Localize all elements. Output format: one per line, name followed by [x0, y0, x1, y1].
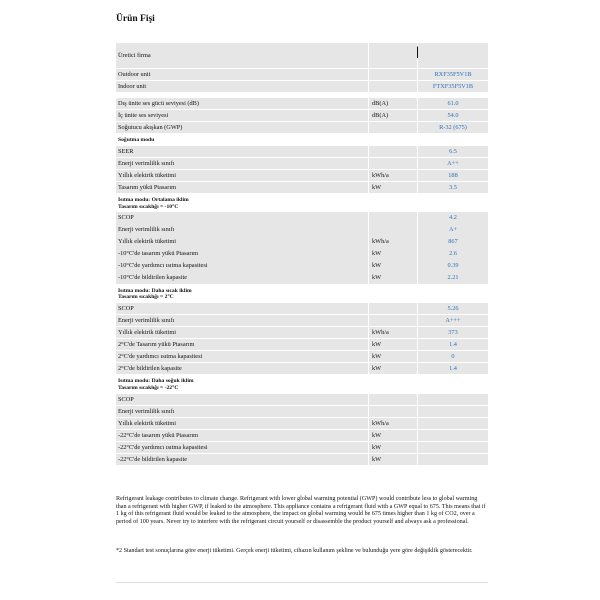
row-value: 2.21: [418, 272, 488, 284]
data-row: [116, 363, 488, 375]
data-row: [116, 224, 488, 236]
section-heading: [118, 288, 488, 301]
data-row: [116, 146, 488, 158]
data-row: [116, 327, 488, 339]
row-label: Soğutucu akışkan (GWP): [116, 122, 368, 134]
row-label: -22°C'de bildirilen kapasite: [116, 454, 368, 466]
row-unit: [369, 69, 417, 81]
row-unit: [369, 406, 417, 418]
row-label: Yıllık elektrik tüketimi: [116, 236, 368, 248]
row-value: 0.39: [418, 260, 488, 272]
data-row: [116, 248, 488, 260]
header-row: [116, 43, 488, 68]
section-title: Isıtma modu: Ortalama iklim: [118, 197, 189, 204]
row-unit: kW: [369, 339, 417, 351]
data-row: [116, 260, 488, 272]
row-unit: [369, 394, 417, 406]
data-row: [116, 272, 488, 284]
row-label: Outdoor unit: [116, 69, 368, 81]
row-value: 188: [418, 170, 488, 182]
row-unit: kW: [369, 351, 417, 363]
row-value: FTXF35F5V1B: [418, 81, 488, 93]
row-value: 61.0: [418, 98, 488, 110]
row-label: SCOP: [116, 212, 368, 224]
data-row: [116, 351, 488, 363]
row-value: R-32 (675): [418, 122, 488, 134]
data-row: [116, 454, 488, 466]
row-label: Indoor unit: [116, 81, 368, 93]
row-label: -22°C'de tasarım yükü Ptasarım: [116, 430, 368, 442]
row-value: A+: [418, 224, 488, 236]
general-row: [116, 110, 488, 122]
data-row: [116, 158, 488, 170]
row-unit: kW: [369, 182, 417, 194]
page-title: Ürün Fişi: [116, 14, 155, 24]
row-value: 0: [418, 351, 488, 363]
row-unit: kWh/a: [369, 236, 417, 248]
row-unit: kW: [369, 430, 417, 442]
row-label: Yıllık elektrik tüketimi: [116, 170, 368, 182]
row-label: -10°C'de yardımcı ısıtma kapasitesi: [116, 260, 368, 272]
row-value: [418, 454, 488, 466]
row-value: A++: [418, 158, 488, 170]
row-label: 2°C'de yardımcı ısıtma kapasitesi: [116, 351, 368, 363]
row-value: 867: [418, 236, 488, 248]
row-unit: [369, 81, 417, 93]
row-value: [418, 43, 488, 68]
row-unit: kW: [369, 260, 417, 272]
header-row: [116, 69, 488, 81]
row-label: 2°C'de Tasarım yükü Ptasarım: [116, 339, 368, 351]
header-row: [116, 81, 488, 93]
data-row: [116, 406, 488, 418]
row-value: 1.4: [418, 339, 488, 351]
section-title: Isıtma modu: Daha sıcak iklim: [118, 287, 192, 294]
row-value: [418, 406, 488, 418]
section-heading: [118, 378, 488, 391]
row-unit: [369, 158, 417, 170]
row-label: SCOP: [116, 394, 368, 406]
row-unit: [369, 224, 417, 236]
data-row: [116, 442, 488, 454]
row-value: 3.5: [418, 182, 488, 194]
row-label: Enerji verimlilik sınıfı: [116, 406, 368, 418]
row-unit: kW: [369, 272, 417, 284]
data-row: [116, 303, 488, 315]
row-unit: kWh/a: [369, 327, 417, 339]
row-label: 2°C'de bildirilen kapasite: [116, 363, 368, 375]
row-value: 1.4: [418, 363, 488, 375]
row-unit: [369, 122, 417, 134]
row-unit: [369, 43, 417, 68]
row-value: [418, 442, 488, 454]
data-row: [116, 182, 488, 194]
row-value: A+++: [418, 315, 488, 327]
product-fiche-table: [116, 43, 488, 466]
row-value: 6.5: [418, 146, 488, 158]
row-value: 373: [418, 327, 488, 339]
row-label: Üretici firma: [116, 43, 368, 68]
section-heading: [118, 137, 488, 144]
row-unit: kW: [369, 248, 417, 260]
section-subtitle: Tasarım sıcaklığı = 2°C: [118, 294, 174, 301]
row-label: SCOP: [116, 303, 368, 315]
row-label: Yıllık elektrik tüketimi: [116, 418, 368, 430]
general-row: [116, 122, 488, 134]
data-row: [116, 236, 488, 248]
row-unit: [369, 146, 417, 158]
row-value: 54.0: [418, 110, 488, 122]
row-value: 4.2: [418, 212, 488, 224]
row-unit: kW: [369, 442, 417, 454]
row-unit: [369, 303, 417, 315]
row-label: Dış ünite ses gücü seviyesi (dB): [116, 98, 368, 110]
data-row: [116, 430, 488, 442]
footnote: *2 Standart test sonuçlarına göre enerji tüketimi. Gerçek enerji tüketimi, cihazın kullanım şekline ve bulunduğu yere göre değişiklik gösterecektir.: [116, 548, 473, 554]
row-value: 5.26: [418, 303, 488, 315]
row-unit: dB(A): [369, 98, 417, 110]
data-row: [116, 170, 488, 182]
row-value: [418, 418, 488, 430]
data-row: [116, 315, 488, 327]
section-subtitle: Tasarım sıcaklığı = -10°C: [118, 203, 179, 210]
row-value: [418, 430, 488, 442]
row-label: SEER: [116, 146, 368, 158]
row-label: -10°C'de tasarım yükü Ptasarım: [116, 248, 368, 260]
row-unit: kW: [369, 363, 417, 375]
row-label: İç ünite ses seviyesi: [116, 110, 368, 122]
row-label: Tasarım yükü Ptasarım: [116, 182, 368, 194]
row-value: 2.6: [418, 248, 488, 260]
section-title: Isıtma modu: Daha soğuk iklim: [118, 378, 194, 385]
row-value: RXF35F5V1B: [418, 69, 488, 81]
section-subtitle: Tasarım sıcaklığı = -22°C: [118, 385, 179, 392]
row-label: -22°C'de yardımcı ısıtma kapasitesi: [116, 442, 368, 454]
row-unit: [369, 315, 417, 327]
row-label: -10°C'de bildirilen kapasite: [116, 272, 368, 284]
refrigerant-note: Refrigerant leakage contributes to climate change. Refrigerant with lower global warming potential (GWP) would contribute less to global warming than a refrigerant with higher GWP, if leaked to the atmosphere. This appliance contains a refrigerant fluid with a GWP equal to 675. This means that if 1 kg of this refrigerant fluid would be leaked to the atmosphere, the impact on global warming would be 675 times higher than 1 kg of CO2, over a period of 100 years. Never try to interfere with the refrigerant circuit yourself or disassemble the product yourself and always ask a professional.: [116, 496, 486, 525]
row-label: Yıllık elektrik tüketimi: [116, 327, 368, 339]
data-row: [116, 339, 488, 351]
row-unit: kW: [369, 454, 417, 466]
data-row: [116, 418, 488, 430]
row-unit: [369, 212, 417, 224]
data-row: [116, 394, 488, 406]
row-unit: kWh/a: [369, 170, 417, 182]
row-label: Enerji verimlilik sınıfı: [116, 158, 368, 170]
section-heading: [118, 197, 488, 210]
row-value: [418, 394, 488, 406]
data-row: [116, 212, 488, 224]
row-unit: dB(A): [369, 110, 417, 122]
row-unit: kWh/a: [369, 418, 417, 430]
divider: [116, 582, 488, 583]
section-title: Soğutma modu: [118, 137, 155, 143]
row-label: Enerji verimlilik sınıfı: [116, 315, 368, 327]
row-label: Enerji verimlilik sınıfı: [116, 224, 368, 236]
general-row: [116, 98, 488, 110]
